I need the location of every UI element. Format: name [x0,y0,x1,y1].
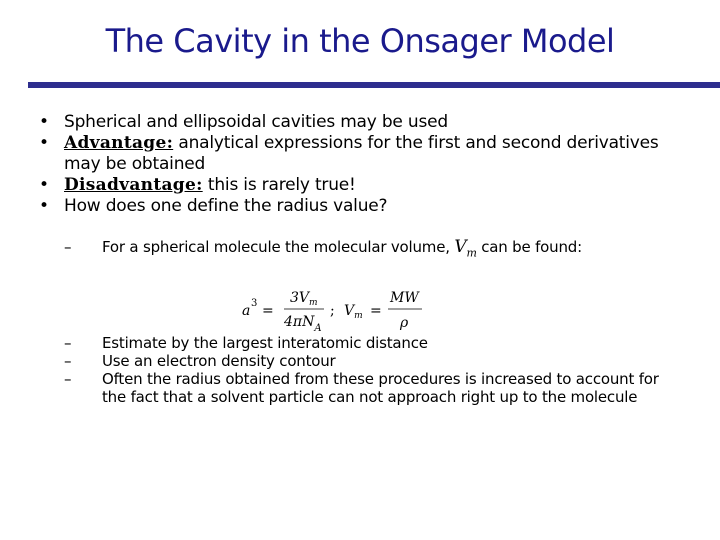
dash-marker: – [64,238,72,256]
bullet-text: analytical expressions for the first and second derivatives may be obtained [64,133,659,174]
eq-lhs-exponent: 3 [251,298,258,309]
slide-title: The Cavity in the Onsager Model [105,22,615,60]
eq-separator: ; [330,303,335,319]
title-divider [28,82,720,88]
bullet-item-radius-question [36,196,686,217]
bullet-item-cavities [36,112,686,133]
eq-vm: $V_m$ [344,303,363,321]
bullet-item-advantage [36,133,686,175]
eq-lhs: a [242,303,251,319]
sub-text: Use an electron density contour [102,352,336,370]
eq-equals-2: = [370,303,382,319]
eq-frac2-den: ρ [400,315,409,331]
eq-frac1-den: $4\pi N_A$ [284,314,322,334]
eq-frac2-num: MW [390,290,419,306]
dash-marker: – [64,370,72,388]
dash-marker: – [64,352,72,370]
bullet-text: How does one define the radius value? [64,196,388,216]
radius-equation [240,286,430,336]
sub-item-density-contour [64,352,684,370]
advantage-keyword: Advantage: [64,133,174,153]
bullet-list [36,112,686,217]
sub-item-molecular-volume [64,238,720,262]
sub-item-radius-increase [64,370,684,406]
eq-equals-1: = [262,303,274,319]
bullet-item-disadvantage [36,175,686,196]
sub-text: Often the radius obtained from these procedures is increased to account for the fact that a solvent particle can not approach right up to the molecule [102,370,659,406]
disadvantage-keyword: Disadvantage: [64,175,203,195]
bullet-text: this is rarely true! [202,175,356,195]
sub-text: Estimate by the largest interatomic distance [102,334,428,352]
sub-list-methods [64,334,684,406]
vm-symbol: $V_m$ [454,237,477,260]
dash-marker: – [64,334,72,352]
bullet-text: Spherical and ellipsoidal cavities may be used [64,112,448,132]
sub-text-after: can be found: [476,238,582,256]
sub-text-before: For a spherical molecule the molecular volume, [102,238,455,256]
sub-item-interatomic [64,334,684,352]
eq-frac1-num: $3V_m$ [290,290,318,308]
